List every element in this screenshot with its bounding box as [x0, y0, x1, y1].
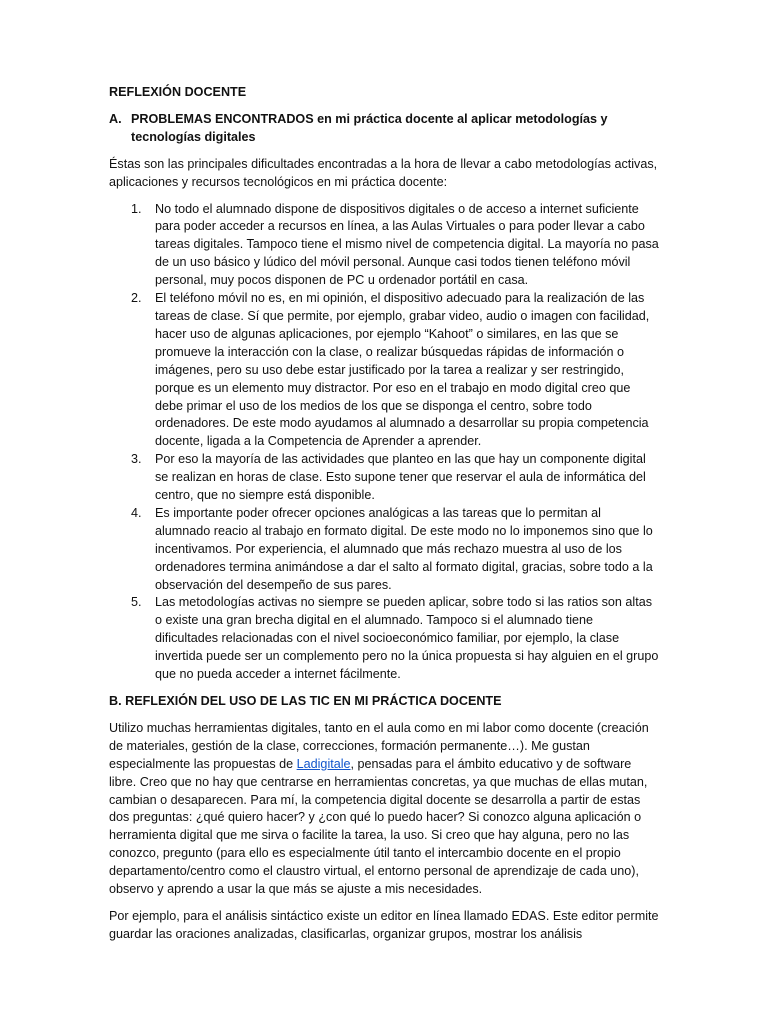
section-b-paragraph-2: Por ejemplo, para el análisis sintáctico existe un editor en línea llamado EDAS. Este editor permite guardar las oraciones analizadas, clasificarlas, organizar grupos, mostrar los análisis: [109, 908, 659, 941]
list-item-text: El teléfono móvil no es, en mi opinión, el dispositivo adecuado para la realización de las tareas de clase. Sí que permite, por ejemplo, grabar video, audio o imagen con facilidad, hacer uso de algunas aplicaciones, por ejemplo “Kahoot” o similares, en las que se promueve la interacción con la clase, o realizar búsquedas rápidas de información o imágenes, pero su uso debe estar justificado por la tarea a realizar y ser restringido, porque es un elemento muy distractor. Por eso en el trabajo en modo digital creo que debe primar el uso de los medios de los que se disponga el centro, sobre todo ordenadores. De este modo ayudamos al alumnado a desarrollar su propia competencia docente, ligada a la Competencia de Aprender a aprender.: [155, 291, 650, 449]
section-b-paragraph-1: [109, 720, 659, 899]
section-a-heading: [109, 111, 659, 147]
section-b-heading: B. REFLEXIÓN DEL USO DE LAS TIC EN MI PRÁCTICA DOCENTE: [109, 694, 502, 708]
problems-list: [109, 201, 659, 684]
paragraph-text: Utilizo muchas herramientas digitales, tanto en el aula como en mi labor como docente (creación de materiales, gestión de la clase, correcciones, formación permanente…). Me gustan especialmente las propuestas de: [109, 720, 649, 771]
list-item-text: Por eso la mayoría de las actividades que planteo en las que hay un componente digital se realizan en horas de clase. Esto supone tener que reservar el aula de informática del centro, que no siempre está disponible.: [155, 452, 646, 503]
list-item: [109, 201, 659, 291]
list-item: [109, 594, 659, 684]
list-item-number: 1.: [131, 201, 142, 216]
document-title: REFLEXIÓN DOCENTE: [109, 85, 247, 99]
list-item-number: 3.: [131, 452, 142, 467]
list-item-text: Es importante poder ofrecer opciones analógicas a las tareas que lo permitan al alumnado reacio al trabajo en formato digital. De este modo no lo imponemos sino que lo incentivamos. Por experiencia, el alumnado que más rechazo muestra al uso de los ordenadores termina animándose a dar el salto al formato digital, gracias, sobre todo a la observación del desempeño de sus pares.: [155, 505, 653, 592]
list-item: [109, 505, 659, 595]
section-a-letter: A.: [109, 111, 122, 126]
section-a-intro: Éstas son las principales dificultades encontradas a la hora de llevar a cabo metodologías activas, aplicaciones y recursos tecnológicos en mi práctica docente:: [109, 156, 658, 189]
section-a-heading-text: PROBLEMAS ENCONTRADOS en mi práctica docente al aplicar metodologías y tecnologías digitales: [131, 111, 608, 144]
list-item: [109, 290, 659, 451]
list-item-text: No todo el alumnado dispone de dispositivos digitales o de acceso a internet suficiente para poder acceder a recursos en línea, a las Aulas Virtuales o para poder llevar a cabo tareas digitales. Tampoco tiene el mismo nivel de competencia digital. La mayoría no pasa de un uso básico y lúdico del móvil personal. Aunque casi todos tienen teléfono móvil personal, muy pocos disponen de PC u ordenador portátil en casa.: [155, 201, 659, 288]
document-body: [109, 84, 659, 953]
ladigitale-link[interactable]: Ladigitale: [296, 756, 351, 771]
list-item-number: 4.: [131, 505, 142, 520]
list-item-number: 5.: [131, 595, 142, 610]
list-item: [109, 451, 659, 505]
paragraph-text: , pensadas para el ámbito educativo y de software libre. Creo que no hay que centrarse en herramientas concretas, ya que muchas de ellas mutan, cambian o desaparecen. Para mí, la competencia digital docente se desarrolla a partir de estas dos preguntas: ¿qué quiero hacer? y ¿con qué lo puedo hacer? Si conozco alguna aplicación o herramienta digital que me sirva o facilite la tarea, la uso. Si creo que hay alguna, pero no las conozco, pregunto (para ello es especialmente útil tanto el intercambio docente en el propio departamento/centro como el claustro virtual, el entorno personal de aprendizaje de cada uno), observo y aprendo a usar la que más se ajuste a mis necesidades.: [109, 756, 648, 897]
list-item-number: 2.: [131, 291, 142, 306]
list-item-text: Las metodologías activas no siempre se pueden aplicar, sobre todo si las ratios son altas o existe una gran brecha digital en el alumnado. Tampoco si el alumnado tiene dificultades relacionadas con el nivel socioeconómico familiar, por ejemplo, la clase invertida puede ser un complemento pero no la única propuesta si hay alguien en el grupo que no pueda acceder a internet fácilmente.: [155, 595, 659, 682]
